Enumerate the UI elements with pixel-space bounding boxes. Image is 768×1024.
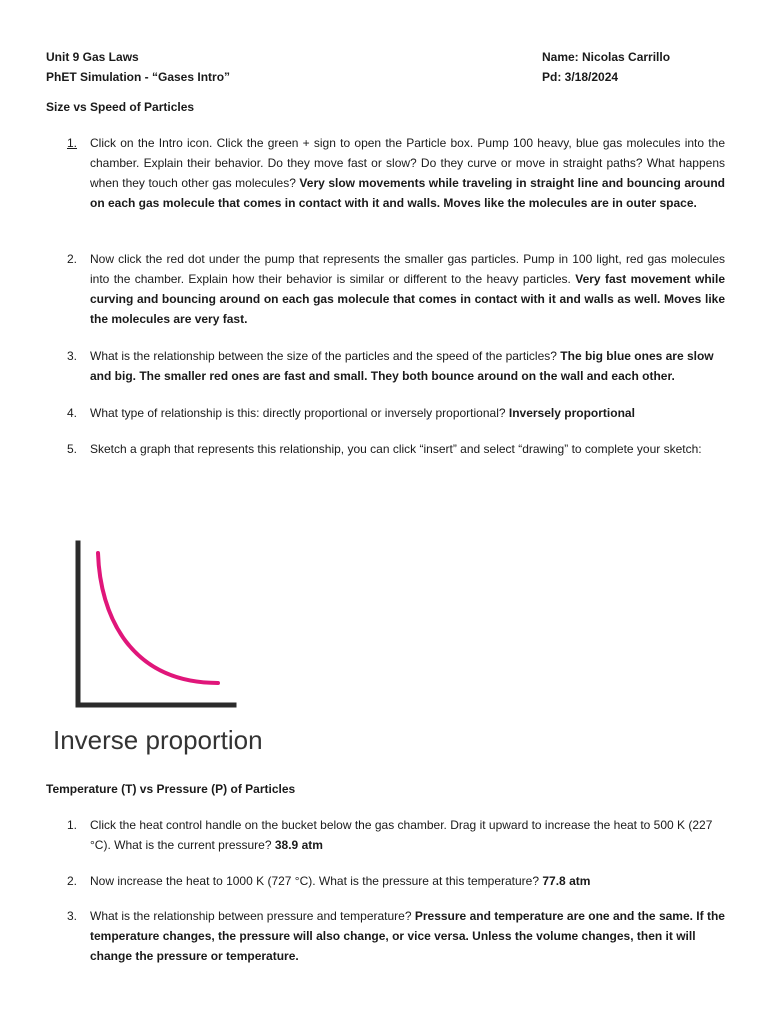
section-title-temp-pressure: Temperature (T) vs Pressure (P) of Particles xyxy=(46,782,296,796)
question-2-2 xyxy=(67,871,725,891)
period-date: Pd: 3/18/2024 xyxy=(542,70,619,84)
question-prompt: What is the relationship between pressure and temperature? xyxy=(90,909,415,923)
question-prompt: Click on the Intro icon. Click the green + sign to open the Particle box. Pump 100 heavy, blue gas molecules into the chamber. Explain their behavior. Do they move fast or slow? Do they curve or move in straight paths? What happens when they touch other gas molecules? xyxy=(90,136,725,190)
question-answer: Very fast movement while curving and bouncing around on each gas molecule that comes in contact with it and walls as well. Moves like the molecules are very fast. xyxy=(90,272,726,326)
question-prompt: Now increase the heat to 1000 K (727 °C). What is the pressure at this temperature? xyxy=(90,874,543,888)
question-answer: Inversely proportional xyxy=(508,406,635,420)
question-number: 1. xyxy=(67,818,78,832)
question-number: 4. xyxy=(67,406,78,420)
question-body xyxy=(90,815,725,855)
question-answer: The big blue ones are slow and big. The smaller red ones are fast and small. They both bounce around on the wall and each other. xyxy=(90,349,714,383)
header-right xyxy=(542,47,670,87)
unit-title: Unit 9 Gas Laws xyxy=(46,50,139,64)
question-1-2 xyxy=(67,249,725,329)
question-answer: 77.8 atm xyxy=(542,874,591,888)
question-number: 3. xyxy=(67,349,78,363)
student-name: Name: Nicolas Carrillo xyxy=(542,50,671,64)
question-body xyxy=(90,439,725,459)
question-1-5 xyxy=(67,439,725,459)
question-prompt: Now click the red dot under the pump that represents the smaller gas particles. Pump in 100 light, red gas molecules into the chamber. Explain how their behavior is similar or different to the heavy particles. xyxy=(90,252,725,286)
question-2-3 xyxy=(67,906,725,966)
question-prompt: Sketch a graph that represents this relationship, you can click “insert” and select “drawing” to complete your sketch: xyxy=(90,442,702,456)
question-prompt: What is the relationship between the size of the particles and the speed of the particles? xyxy=(90,349,561,363)
question-body xyxy=(90,906,725,966)
question-1-1 xyxy=(67,133,725,213)
question-number: 2. xyxy=(67,874,78,888)
question-answer: Pressure and temperature are one and the same. If the temperature changes, the pressure will also change, or vice versa. Unless the volume changes, then it will change the pressure or temperature. xyxy=(90,909,725,963)
question-number: 2. xyxy=(67,252,78,266)
inverse-proportion-sketch xyxy=(60,535,240,715)
question-1-4 xyxy=(67,403,725,423)
question-number: 1. xyxy=(67,136,78,150)
question-prompt: Click the heat control handle on the bucket below the gas chamber. Drag it upward to increase the heat to 500 K (227 °C). What is the current pressure? xyxy=(90,818,713,852)
question-1-3 xyxy=(67,346,725,386)
simulation-title: PhET Simulation - “Gases Intro” xyxy=(46,70,231,84)
question-2-1 xyxy=(67,815,725,855)
question-number: 3. xyxy=(67,909,78,923)
question-prompt: What type of relationship is this: directly proportional or inversely proportional? xyxy=(90,406,509,420)
question-answer: Very slow movements while traveling in straight line and bouncing around on each gas molecule that comes in contact with it and walls. Moves like the molecules are in outer space. xyxy=(90,176,725,210)
question-body xyxy=(90,133,725,213)
question-body xyxy=(90,871,725,891)
header-left xyxy=(46,47,230,87)
question-body xyxy=(90,249,725,329)
inverse-curve xyxy=(98,553,218,683)
question-body xyxy=(90,403,725,423)
question-answer: 38.9 atm xyxy=(274,838,323,852)
graph-axes xyxy=(78,543,234,705)
question-number: 5. xyxy=(67,442,78,456)
graph-caption: Inverse proportion xyxy=(53,725,263,755)
question-body xyxy=(90,346,725,386)
section-title-size-speed: Size vs Speed of Particles xyxy=(46,100,195,114)
